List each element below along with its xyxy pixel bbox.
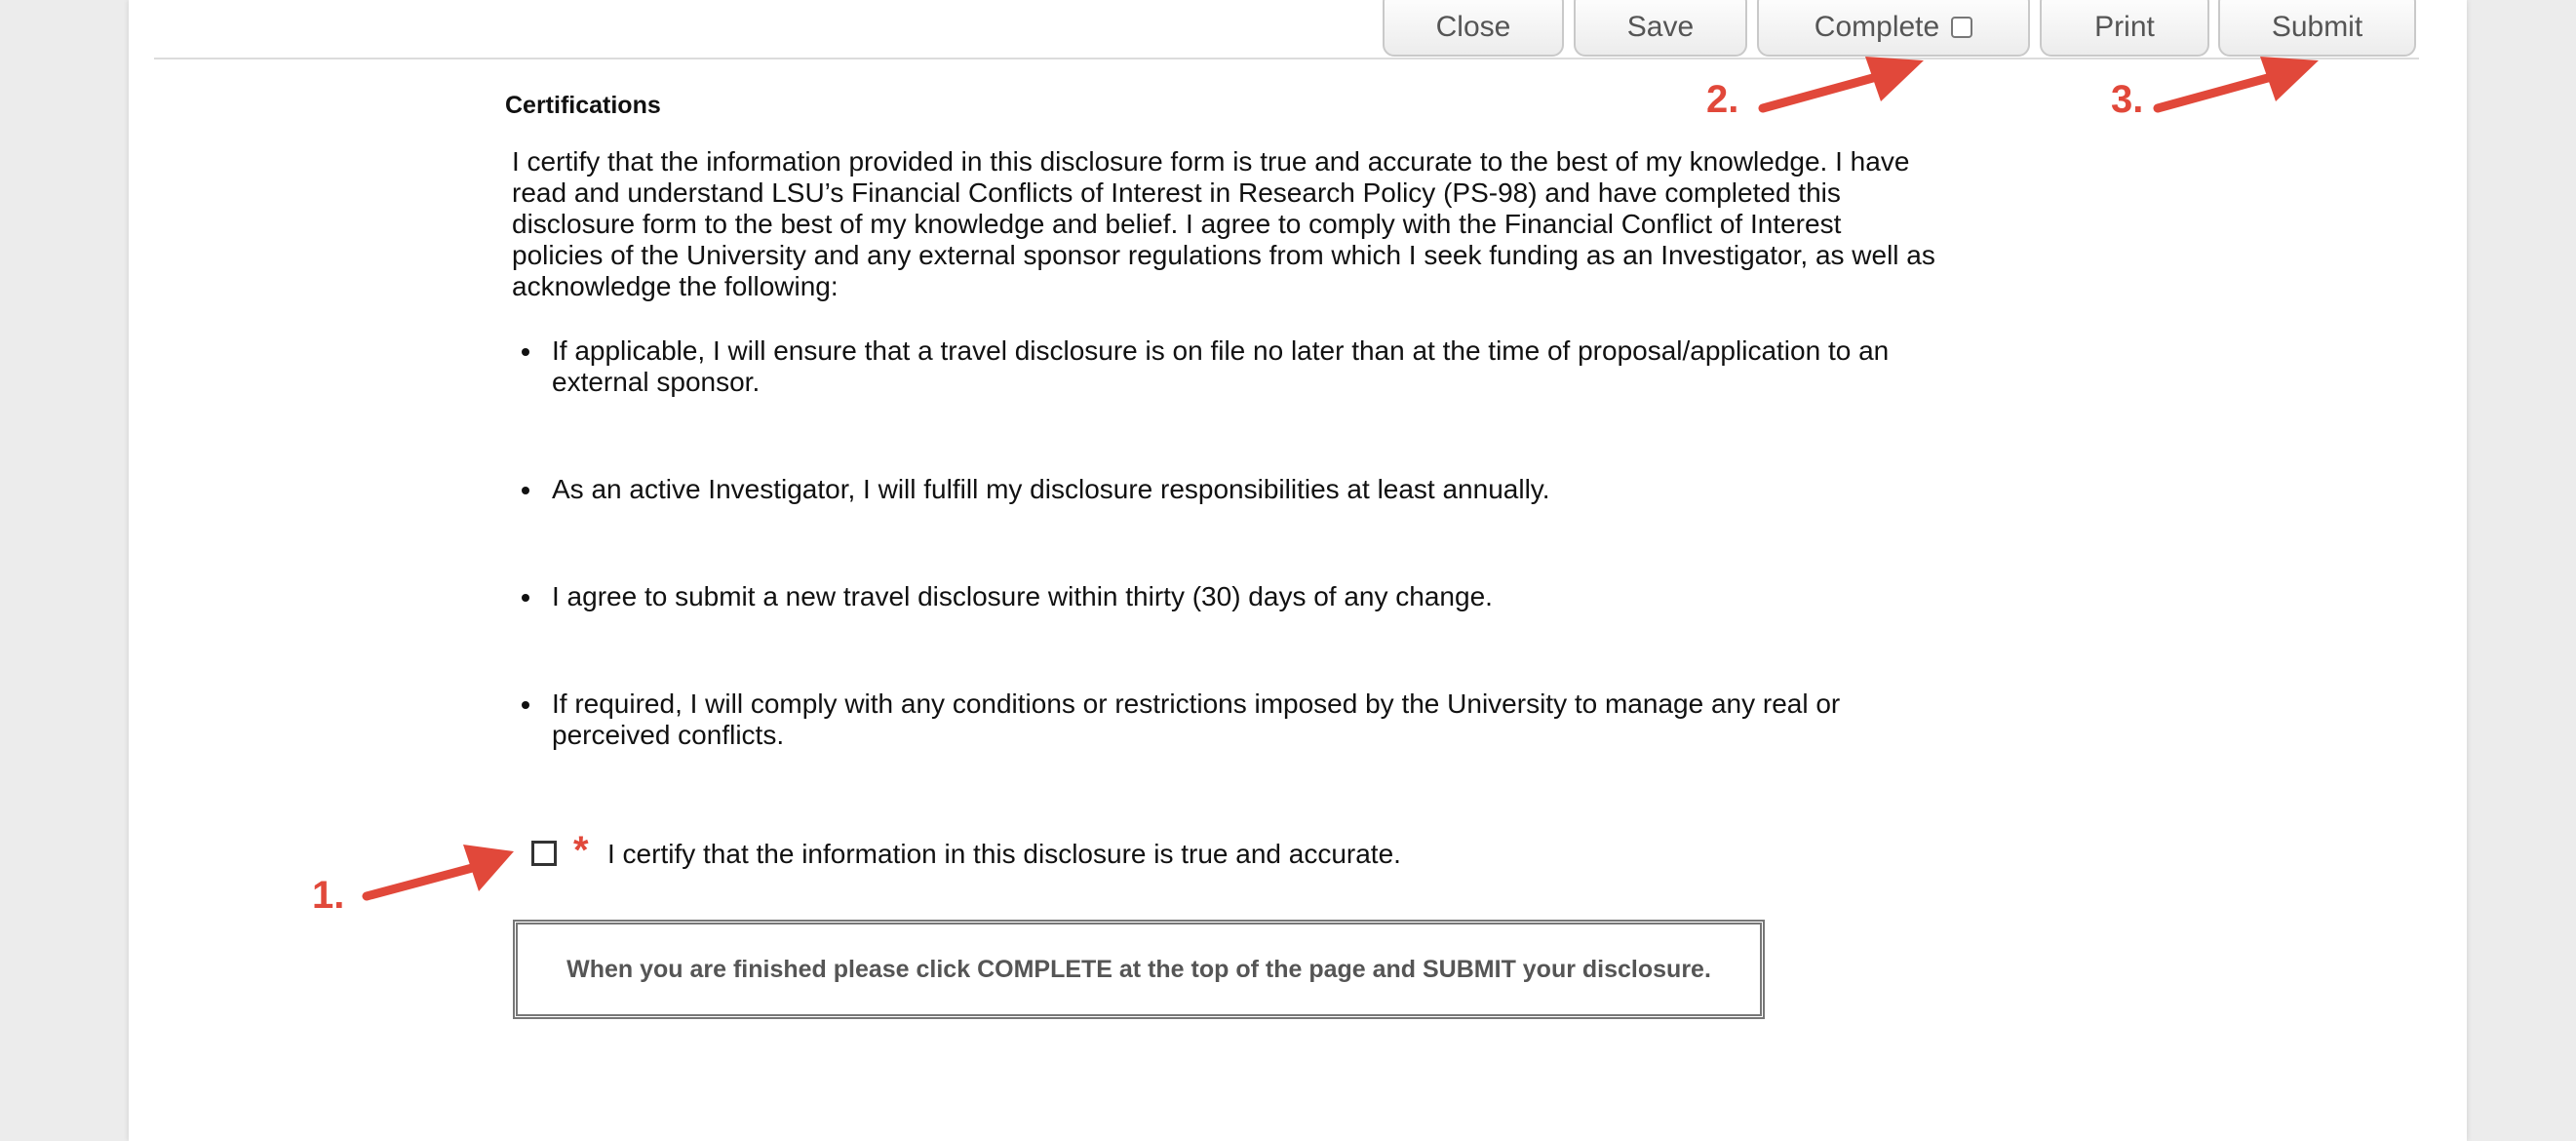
- annotation-arrow-2: [1763, 57, 1924, 108]
- list-item-text: If required, I will comply with any conditions or restrictions imposed by the University to manage any real or perceived conflicts.: [552, 689, 1841, 750]
- certify-label[interactable]: I certify that the information in this disclosure is true and accurate.: [607, 839, 1401, 869]
- completion-notice-text: When you are finished please click COMPLETE at the top of the page and SUBMIT your disclosure.: [566, 955, 1711, 983]
- annotation-step-2: 2.: [1706, 78, 1739, 121]
- close-button-label: Close: [1435, 11, 1511, 43]
- certification-intro: I certify that the information provided in this disclosure form is true and accurate to the best of my knowledge. I have read and understand LSU’s Financial Conflicts of Interest in Research Policy (PS-98) and have completed this disclosure form to the best of my knowledge and belief. I agree to comply with the Financial Conflict of Interest policies of the University and any external sponsor regulations from which I seek funding as an Investigator, as well as acknowledge the following:: [512, 146, 1935, 301]
- complete-button-label: Complete: [1814, 11, 1940, 43]
- list-item-text: If applicable, I will ensure that a travel disclosure is on file no later than at the time of proposal/application to an external sponsor.: [552, 335, 1890, 397]
- list-item-text: As an active Investigator, I will fulfill my disclosure responsibilities at least annually.: [552, 474, 1550, 504]
- certifications-heading: Certifications: [505, 92, 661, 119]
- list-item-text: I agree to submit a new travel disclosure within thirty (30) days of any change.: [552, 581, 1493, 611]
- annotation-arrow-3: [2158, 57, 2319, 108]
- print-button-label: Print: [2094, 11, 2155, 43]
- annotation-step-3: 3.: [2111, 78, 2144, 121]
- save-button-label: Save: [1626, 11, 1695, 43]
- annotation-arrow-1: [367, 845, 514, 896]
- submit-button-label: Submit: [2271, 11, 2363, 43]
- annotation-step-1: 1.: [312, 874, 345, 917]
- required-marker: *: [573, 829, 589, 872]
